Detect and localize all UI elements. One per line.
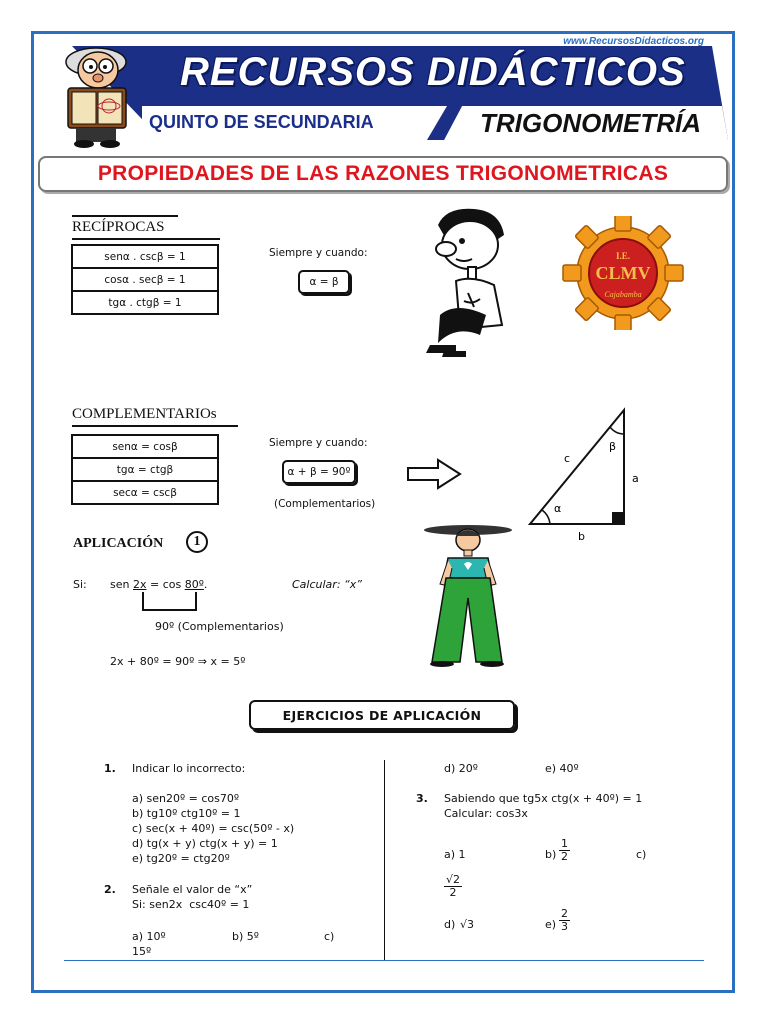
- professor-illustration: [46, 40, 146, 148]
- aplicacion-heading: APLICACIÓN: [73, 536, 164, 551]
- logo-line1: I.E.: [615, 251, 631, 261]
- q1-option-b: b) tg10º ctg10º = 1: [132, 807, 241, 820]
- school-logo: [556, 216, 690, 330]
- complementarios-row: senα = cosβ: [112, 440, 178, 453]
- q2-option-b: b) 5º: [232, 930, 259, 943]
- logo-line3: Cajabamba: [604, 290, 642, 299]
- main-title-bar: [38, 156, 728, 192]
- ejercicios-heading: EJERCICIOS DE APLICACIÓN: [249, 700, 515, 730]
- right-arrow-icon: [406, 458, 462, 490]
- reciprocas-row: senα . cscβ = 1: [104, 250, 186, 263]
- q1-option-c: c) sec(x + 40º) = csc(50º - x): [132, 822, 295, 835]
- reciprocas-heading-text: RECÍPROCAS: [72, 219, 165, 235]
- aplicacion-si: Si:: [73, 578, 87, 591]
- column-divider: [384, 760, 385, 960]
- banner-title: RECURSOS DIDÁCTICOS: [180, 50, 686, 94]
- aplicacion-equation: sen 2x = cos 80º.: [110, 578, 208, 591]
- q3-option-b: b): [545, 848, 557, 861]
- q1-option-a: a) sen20º = cos70º: [132, 792, 240, 805]
- complementarios-row: secα = cscβ: [73, 480, 217, 503]
- q1-number: 1.: [104, 762, 116, 775]
- q2-text: Señale el valor de “x”: [132, 883, 253, 896]
- site-url[interactable]: www.RecursosDidacticos.org: [563, 36, 704, 47]
- q3-option-c-fraction: $\frac{√2}{2}$: [446, 873, 461, 899]
- q2-option-e: e) 40º: [545, 762, 579, 775]
- complementarios-heading-text: COMPLEMENTARIOs: [72, 406, 217, 422]
- q3-number: 3.: [416, 792, 428, 805]
- complementarios-heading: [72, 406, 238, 423]
- student-illustration: [416, 205, 516, 360]
- complementarios-table: [71, 434, 219, 505]
- aplicacion-calc: Calcular: “x”: [292, 578, 362, 591]
- brace-note: 90º (Complementarios): [155, 620, 284, 633]
- triangle-label-beta: β: [609, 440, 617, 453]
- triangle-label-alpha: α: [554, 502, 562, 515]
- q3-option-c: c): [636, 848, 647, 861]
- q1-option-d: d) tg(x + y) ctg(x + y) = 1: [132, 837, 278, 850]
- q3-text: Sabiendo que tg5x ctg(x + 40º) = 1: [444, 792, 643, 805]
- reciprocas-condition-box: α = β: [298, 270, 350, 294]
- q1-text: Indicar lo incorrecto:: [132, 762, 246, 775]
- banner-grade: QUINTO DE SECUNDARIA: [149, 112, 374, 132]
- q2-given: Si: sen2x csc40º = 1: [132, 898, 250, 911]
- triangle-label-b: b: [578, 530, 585, 543]
- triangle-label-a: a: [632, 472, 639, 485]
- reciprocas-row: cosα . secβ = 1: [73, 267, 217, 290]
- q3-option-e-fraction: $\frac{2}{3}$: [561, 907, 568, 933]
- reciprocas-table: [71, 244, 219, 315]
- q2-option-c-value: 15º: [132, 945, 152, 958]
- footer-line: [64, 960, 704, 961]
- complementarios-condition-box: α + β = 90º: [282, 460, 356, 484]
- complement-brace: [136, 592, 206, 614]
- aplicacion-result: 2x + 80º = 90º ⇒ x = 5º: [110, 655, 246, 668]
- girl-illustration: [420, 524, 516, 668]
- q1-option-e: e) tg20º = ctg20º: [132, 852, 230, 865]
- q3-option-d-value: √3: [460, 918, 475, 931]
- q2-option-d: d) 20º: [444, 762, 478, 775]
- q3-option-d: d): [444, 918, 456, 931]
- reciprocas-heading: [72, 219, 178, 236]
- reciprocas-row: tgα . ctgβ = 1: [73, 290, 217, 313]
- q3-option-b-fraction: $\frac{1}{2}$: [561, 837, 568, 863]
- q3-option-e: e): [545, 918, 557, 931]
- triangle-label-c: c: [564, 452, 571, 465]
- complementarios-row: tgα = ctgβ: [73, 457, 217, 480]
- aplicacion-number: 1: [186, 531, 208, 553]
- main-title: PROPIEDADES DE LAS RAZONES TRIGONOMETRICAS: [97, 162, 669, 185]
- banner-subject: TRIGONOMETRÍA: [480, 108, 701, 138]
- reciprocas-condition: Siempre y cuando:: [269, 247, 368, 259]
- q2-number: 2.: [104, 883, 116, 896]
- logo-line2: CLMV: [595, 263, 651, 283]
- q2-option-c: c): [324, 930, 335, 943]
- q3-calc: Calcular: cos3x: [444, 807, 528, 820]
- q3-option-a: a) 1: [444, 848, 466, 861]
- right-triangle-diagram: [524, 404, 648, 544]
- q2-option-a: a) 10º: [132, 930, 166, 943]
- complementarios-condition: Siempre y cuando:: [269, 437, 368, 449]
- complementarios-note: (Complementarios): [274, 498, 376, 510]
